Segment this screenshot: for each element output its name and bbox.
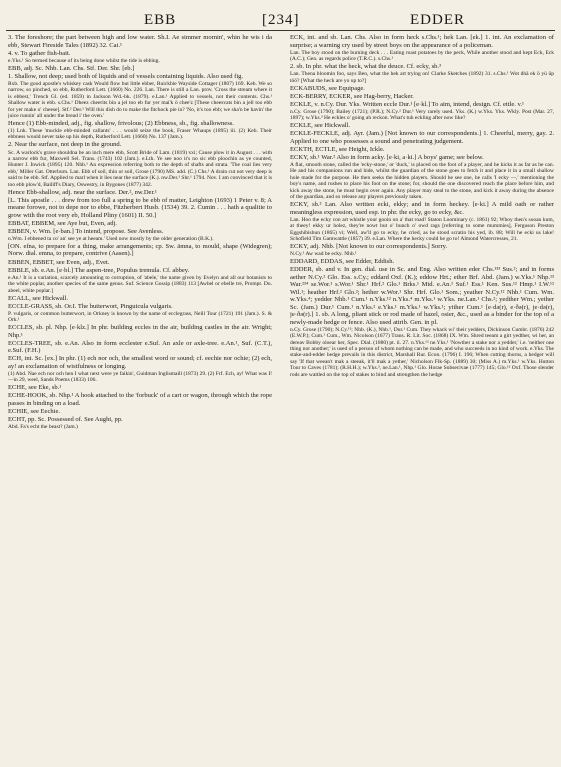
entry-paragraph: 3. The foreshore; the part between high and low water. Sh.I. Ae simmer mornin', whin he wis i da ebb, Stewart Fireside Tales (1892) 32. Cai.¹	[8, 34, 272, 49]
quotation-paragraph: (1) Lnk. These 'muckle ebb-minded callants' . . . would seize the book, Fraser Whaups (1895) iii. (2) Keb. Their ebbness would never take up his depth, Rutherford Lett. (1660) No. 137 (Jam.).	[8, 128, 272, 141]
quotation-paragraph: n.Wm. I ebbened ta co' an' see ye at heeam.' Used now mostly by the older generation (B.K.).	[8, 235, 214, 242]
entry-paragraph: ECKLE, v. n.Cy. Dur. Yks. Written eccle Dur.¹ [e·kl.] To aim, intend, design. Cf. ettle. v.¹	[290, 100, 524, 108]
quotation-paragraph: A flat, smooth stone, called the 'ecky-stone,' or 'duck,' is placed on the foot of a player, and he kicks it as far as he can. He and his companions run and hide, whilst the guardian of the stone goes to fetch it and place it in a small shallow hole made for the purpose. He then seeks the hidden players. Should he see one, he calls 'I ecky —,' mentioning the boy's name, and rushes to place his foot on the stone; for, should the one discovered reach the place before him, and kick away the stone, he must begin over again. Any player may steal to the stone, and kick it away during the absence of the guardian, and so release any players previously taken.	[290, 162, 554, 201]
page-number: [234]	[262, 12, 300, 28]
quotation-paragraph: n.Cy. Grose (1790); N.Cy.¹²; Nhb. (K.), Nhb.¹, Dur.¹ Cum. They whack wi' their yedders, Dickinson Cumbr. (1876) 242 (E.W.P.); Cum.¹ Cum., Wm. Nicolson (1677) Trans. R. Lit. Soc. (1868) IX. Wm. Shred teeam a girt yedther, wi her, an dereav Bobby oloear her, Spec. Dial. (1880) pt. ii. 27. n.Yks.¹² ne.Yks.¹ 'Nowther a stake nor a yedder,' i.e. 'neither one thing nor another;' is used of a person of whom nothing can be made, and who succeeds in no kind of work. e.Yks. The stake-and-edder hedge prevails in this district, Marshall Rur. Econ. (1796) I. 196; When cutting thorns, a hedger will say 'If that weean't mak a steeak, it'll mak a yether,' Nicholson Flk-Sp. (1889) 30; (Miss A.) m.Yks.¹ w.Yks. Hutton Tour to Caves (1781); (R.H.H.); w.Yks.³, ne.Lan.¹, Nhp.¹ Glo. Horae Subsecivae (1777) 145; Glo.¹² Oxf. Those slender rods are wattled on the top of stakes to bind and strengthen the hedge	[290, 326, 554, 378]
entry-paragraph: Hence (1) Ebb-minded, adj., fig. shallow, frivolous; (2) Ebbness, sb., fig. shallowness.	[8, 119, 234, 127]
entry-paragraph: 1. Shallow, not deep; used both of liquids and of vessels containing liquids. Also used fig.	[8, 72, 244, 80]
entry-paragraph: [ON. efna, to prepare for a thing, make arrangements; cp. Sw. ämna, to mould, shape (Widegren); Norw. dial. emna, to prepare, contrive (Aasen).]	[8, 242, 272, 258]
entry-paragraph: ECK, int. and sb. Lan. Chs. Also in form heck s.Chs.¹; hek Lan. [ek.] 1. int. An exclamation of surprise; a warning cry used by street boys on the appearance of a policeman.	[290, 34, 554, 49]
entry-paragraph: EBBEN, EBBET, see Even, adj., Evet.	[8, 258, 110, 266]
entry-paragraph: EBBLE, sb. e.An. [e·bl.] The aspen-tree, Populus tremula. Cf. abbey.	[8, 266, 190, 274]
entry-paragraph: Hence Ebb-shallow, adj. near the surface. Der.², nw.Der.¹	[8, 188, 157, 196]
entry-paragraph: ECKY, sb.¹ War.² Also in form acky. [e·ki, a·ki.] A boys' game; see below.	[290, 153, 484, 161]
quotation-paragraph: Lan. Thena bloomin foo, says Ben, what the hek art trying on! Clarke Sketches (1892) 31. s.Chs.¹ Wot dhä ek ö yü üp töö? [What the heck are yo up to?]	[290, 71, 554, 84]
entry-paragraph: [L. This apostle . . . drew from too full a spring to be ebb of matter, Leighton (1693) 1 Peter v. 8; A meane forowe, not to depe nor to ebbe, Fitzherbert Husb. (1534) 39. 2. Cumin . . . hath a qualitie to grow with the root very eb, Holland Pliny (1601) II. 50.]	[8, 196, 272, 219]
entry-paragraph: EBBEN, v. Wm. [e·ban.] To intend, propose. See Avenless.	[8, 227, 164, 235]
right-guide-word: EDDER	[410, 12, 465, 28]
entry-paragraph: ECKTH, ECTLE, see Height, Ickle.	[290, 145, 385, 153]
entry-paragraph: 4. v. To gather fish-bait.	[8, 49, 71, 57]
entry-paragraph: EDDER, sb. and v. In gen. dial. use in Sc. and Eng. Also written eder Chs.¹³³ Sus.²; and in forms aether N.Cy.² Glo. Ess. s.Cy.; eddard Oxf. (K.); eddow Hrt.; ether Brf. Abd. (Jam.) w.Yks.¹ Nhp.¹³ War.²³⁴ se.Wor.¹ s.Wor.¹ Shr.¹ Hrf.² Glo.¹ Brks.¹ Mid. e.An.¹ Suf.¹ Ess.¹ Ken. Sus.¹² Hmp.¹ I.W.¹² Wil.¹; heather Hrf.² Glo.²; hether w.Wor.¹ Shr. Hrf. Glo.¹ Som.; yeather N.Cy.¹² Nhb.¹ Cum. Wm. w.Yks.⁴; yedder Nhb.¹ Cum.¹ n.Yks.¹² n.Yks.⁴ m.Yks.¹ w.Yks. ne.Lan.¹ Chs.²; yedther Wm.; yether Sc. (Jam.) Dur.¹ Cum.¹ n.Yks.² e.Yks.¹ m.Yks.¹ w.Yks.¹; yither Cum.¹ [e·də(r), e·ðə(r), je·də(r), je·ðə(r).] 1. sb. A long, pliant stick or rod made of hazel, osier, &c., used as a binder for the top of a newly-made hedge or fence. Also used attrib. Gen. in pl.	[290, 266, 554, 326]
quotation-paragraph: N.Cy.¹ Aw wad be ecky. Nhb.¹	[290, 251, 357, 257]
entry-paragraph: ECKY, adj. Nhb. [Not known to our correspondents.] Sorry.	[290, 242, 448, 250]
quotation-paragraph: Abd. Fa's echt the beast? (Jam.)	[8, 424, 78, 431]
entry-paragraph: ECHT, pp. Sc. Possessed of. See Aught, pp.	[8, 416, 123, 424]
entry-paragraph: ECKY, sb.² Lan. Also written ecki, ekky; and in form heckey. [e·ki.] A mild oath or rather meaningless expression, used esp. in phr. the ecky, go to ecky, &c.	[290, 201, 554, 216]
entry-paragraph: ECHE-HOOK, sb. Nhp.¹ A hook attached to the 'forbuck' of a cart or wagon, through which the rope passes in binding on a load.	[8, 392, 272, 407]
quotation-paragraph: n.Cy. Grose (1790); Bailey (1721); (P.R.); N.Cy.² Dur.¹ Very rarely used. Yks. (K.) w.Yks. Yks. Wkly. Post (Mar. 27, 1897); w.Yks.³ He eckles o' going ah reckon. What's tuh eckling after now like?	[290, 108, 554, 122]
quotation-paragraph: Lan. Hoo the ecky con art whistle your gooin on a' that road! Staton Loominary (c. 1861) 92; Whoy then's sooan kum, at theey! ekky ur holez, they're nowt but o' bunch o' owd rags [referring to some mummies], Ferguson Preston Eggshibishun (1865) vi; Well, aw'll go to ecky, he cried, as he stood scratin his yed, ib. 88; Will he ecki us lake! Schofield Tim Gamwattle (1857) 39. e.Lan. Where the hecky could he go to! Almond Watercresses, 21.	[290, 216, 554, 242]
entry-paragraph: EBB, adj. Sc. Nhb. Lan. Chs. Stf. Der. Shr. [eb.]	[8, 64, 135, 72]
right-column	[290, 34, 554, 762]
entry-paragraph: ECCLES-TREE, sb. e.An. Also in form ecclester e.Suf. An axle or axle-tree. e.An.¹, Suf. (C.T.), e.Suf. (F.H.)	[8, 339, 272, 355]
entry-paragraph: ECALL, see Hickwall.	[8, 294, 68, 302]
entry-paragraph: ECHE, see Eke, sb.¹	[8, 384, 62, 392]
quotation-paragraph: Lan. The boy stood on the burning deck . . . Eating roast potatoes by the peck, While another stood and kept Eck, Eck (A.C.); Gen. as regards police (T.R.C.). s.Chs.¹	[290, 49, 554, 62]
entry-paragraph: ECH, int. Sc. [ex.] In phr. (1) ech nor och, the smallest word or sound; cf. eechie nor ochie; (2) ech, ay! an exclamation of wistfulness or longing.	[8, 355, 272, 370]
left-column	[8, 34, 272, 762]
quotation-paragraph: P. vulgaris, or common butterwort, in Orkney is known by the name of ecclegrass, Neill Tour (1721) 191 (Jam.). S. & Ork.¹	[8, 310, 272, 324]
entry-paragraph: ECCLES, sb. pl. Nhp. [e·klz.] In phr. building eccles in the air, building castles in the air. Wright; Nhp.¹	[8, 324, 272, 339]
quotation-paragraph: Rxb. The good apostle's whiskey cask Would flow but little ebber, Ruickbie Wayside Cottager (1807) 169. Keb. We so narrow, so pinched, so ebb, Rutherford Lett. (1660) No. 226. Lan. There is still a Lan. prov. 'Cross the stream where it is ebbest,' Trench Gl. (ed. 1859) in Jackson Wd.-bk. (1879). e.Lan.¹ Applied to vessels, not their contents. Chs.¹ Shallow water is ebb. s.Chs.¹ Dheez cheerits bin a jel too eb fur yer mai'k ö chee'z [These cheesvats bin a jell too ebb for yer make o' cheese]. Stf.² Der.¹ Will this dish do to make the fitchock pie in? 'No, it's too ebb; we sha'n be havin' the juice runnin' all under the bread i' the oven.'	[8, 80, 272, 119]
quotation-paragraph: e.An.¹ It is a variation, scarcely amounting to corruption, of 'abele,' the name given by Evelyn and all our botanists to the white poplar, another species of the same genus. Suf. Science Gossip (1883) 113 [Awbel or ebelle tre, Prompt. Du. abeel, white poplar.]	[8, 274, 272, 294]
entry-paragraph: EBBAT, EBBEM, see Aye but, Even, adj.	[8, 219, 117, 227]
quotation-paragraph: (1) Abd. Nae ech nor och hen I what next were ye faikin', Guidman Inglismaill (1873) 29. (2) Frf. Ech, ay! What was I!—in 29, weel, Sands Poems (1833) 106.	[8, 370, 272, 384]
left-guide-word: EBB	[144, 12, 177, 28]
entry-paragraph: ECHIE, see Eechie.	[8, 407, 60, 415]
header-rule	[6, 30, 555, 31]
entry-paragraph: ECK-BERRY, ECKER, see Hag-berry, Hacker.	[290, 92, 414, 100]
entry-paragraph: ECCLE-GRASS, sb. Or.I. The butterwort, Pinguicula vulgaris.	[8, 302, 173, 310]
entry-paragraph: EDDARD, EDDAS, see Edder, Eddish.	[290, 258, 395, 265]
quotation-paragraph: e.Yks.¹ So termed because of its being done whilst the tide is ebbing.	[8, 57, 160, 64]
entry-paragraph: ECKABUDS, see Equipage.	[290, 84, 365, 92]
quotation-paragraph: Sc. A warlock's grave shouldna be an inch mere ebb, Scott Bride of Lam. (1819) xxi; Cause plow it in August . . . with a narrow ebb fur, Maxwell Sel. Trans. (1743) 102 (Jam.). e.Lth. Ye see noo it's no sic ebb ploochin as ye counted, Hunter J. Inwick (1895) 120. Nhb.¹ An expression referring both to the depth of shafts and strata. 'The coal lies very ebb,' Miller Gat. Otterburn. Lan. Ebb of soil, thin or soil, Grose (1790) MS. add. (C.) Chs.¹ A drain cut not very deep is said to be ebb. Stf. Applied to marl when it lies near the surface (K.). nw.Der.¹ Shr.¹ 1794. Nov. I am convinced that it is too ebb plow'd, Bailiff's Diary, Oswestry, in Bygones (1877) 342.	[8, 149, 272, 188]
entry-paragraph: ECKLE, see Hickwall.	[290, 122, 350, 130]
entry-paragraph: ECKLE-FECKLE, adj. Ayr. (Jam.) [Not known to our correspondents.] 1. Cheerful, merry, gay. 2. Applied to one who possesses a sound and penetrating judgement.	[290, 130, 554, 145]
entry-paragraph: 2. Near the surface, not deep in the ground.	[8, 141, 122, 149]
entry-paragraph: 2. sb. In phr. what the heck, what the deuce. Cf. ecky, sb.³	[290, 63, 441, 70]
